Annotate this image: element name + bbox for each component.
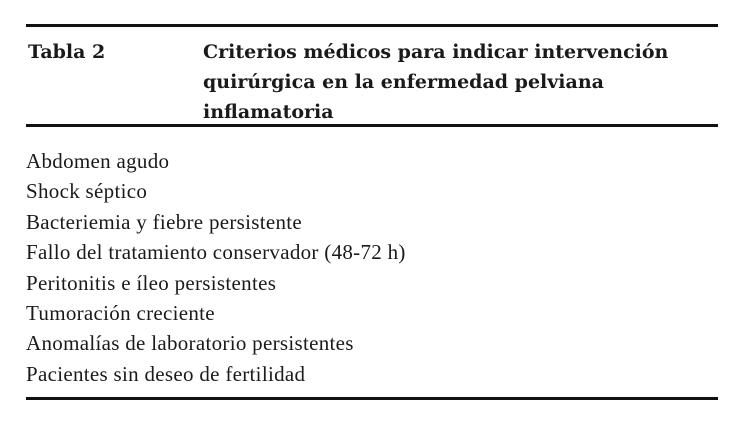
table-row: Fallo del tratamiento conservador (48-72 h) [26, 240, 406, 265]
table-number: Tabla 2 [28, 41, 106, 63]
table-title-line: quirúrgica en la enfermedad pelviana [203, 71, 604, 93]
table-row: Anomalías de laboratorio persistentes [26, 331, 354, 356]
table-bottom-rule [26, 397, 718, 400]
table-title-line: inflamatoria [203, 101, 334, 123]
table-row: Abdomen agudo [26, 149, 170, 173]
table-body [26, 127, 718, 397]
table-header [26, 27, 718, 123]
table-row: Peritonitis e íleo persistentes [26, 270, 277, 295]
table-row: Shock séptico [26, 179, 148, 204]
table-row: Tumoración creciente [26, 301, 215, 326]
table-row: Pacientes sin deseo de fertilidad [26, 361, 306, 386]
table-title [203, 37, 718, 123]
table-title-line: Criterios médicos para indicar intervención [203, 41, 669, 63]
table-row: Bacteriemia y fiebre persistente [26, 209, 303, 234]
criteria-table [26, 24, 718, 400]
